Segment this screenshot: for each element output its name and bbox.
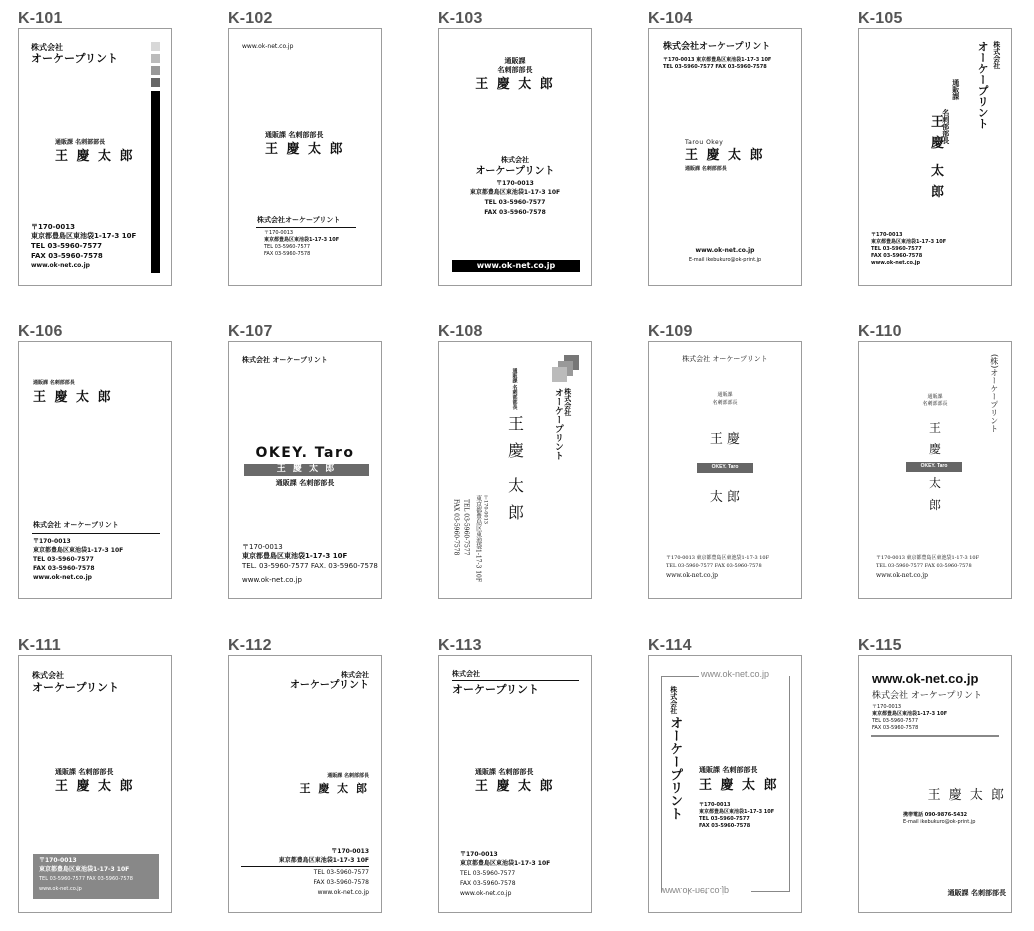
card-label: K-105 [858,10,903,27]
roman-name: OKEY. Taro [711,464,739,470]
job-title: 通販課 名刺部部長 [275,479,335,487]
company-name: オーケープリント [475,166,555,177]
fax: FAX 03-5960-7578 [484,209,546,216]
company-prefix: 株式会社 [992,41,1001,69]
fax: FAX 03-5960-7578 [313,879,369,886]
company-name: オーケープリント [552,388,563,460]
company-prefix: 株式会社 [563,388,572,416]
zip: 〒170-0013 [460,851,498,858]
job-title: 通販課 名刺部部長 [947,889,1006,897]
name-banner [244,464,369,476]
card-label: K-102 [228,10,273,27]
email: E-mail ikebukuro@ok-print.jp [903,819,976,825]
website: www.ok-net.co.jp [33,574,92,581]
name-char: 郎 [508,503,525,522]
address: 東京都豊島区東池袋1-17-3 10F [699,809,775,815]
tel-fax: TEL 03-5960-7577 FAX 03-5960-7578 [39,876,133,882]
job-title: 名刺部部長 [922,401,948,407]
card-k102[interactable] [228,28,382,286]
company-name: 株式会社 オーケープリント [872,691,983,701]
name-line2: 太 郎 [709,490,741,505]
address: 東京都豊島区東池袋1-17-3 10F [460,860,551,867]
company-prefix: 株式会社 [32,671,64,680]
tel: TEL 03-5960-7577 [462,499,470,556]
mobile: 携帯電話 090-9876-5432 [903,812,968,818]
company-name: オーケープリント [289,680,369,691]
website: www.ok-net.co.jp [31,262,90,269]
card-label: K-109 [648,323,693,340]
address: 東京都豊島区東池袋1-17-3 10F [872,711,948,717]
address: 〒170-0013 東京都豊島区東池袋1-17-3 10F [666,555,770,561]
company-name: 株式会社オーケープリント [663,42,771,52]
card-label: K-111 [18,637,61,654]
job-title: 通販課 名刺部部長 [265,131,324,139]
address: 東京都豊島区東池袋1-17-3 10F [39,866,130,873]
department: 通販課 [717,392,733,398]
zip: 〒170-0013 [872,704,902,710]
card-k111[interactable] [18,655,172,913]
divider [256,227,356,228]
fax: FAX 03-5960-7578 [872,725,919,731]
company-name: 株式会社 オーケープリント [682,355,768,363]
zip: 〒170-0013 [331,848,369,855]
department: 通販課 [927,394,943,400]
job-title: 通販課 名刺部部長 [33,380,75,386]
card-label: K-108 [438,323,483,340]
address: 〒170-0013 東京都豊島区東池袋1-17-3 10F [876,555,980,561]
tel: TEL 03-5960-7577 [33,556,94,563]
name-char: 太 [928,476,941,490]
name-char: 王 [508,414,525,433]
roman-name: OKEY. Taro [255,445,355,461]
fax: FAX 03-5960-7578 [460,880,516,887]
zip: 〒170-0013 [33,538,71,545]
website: www.ok-net.co.jp [695,247,755,254]
job-title: 名刺部部長 [497,66,533,74]
address: 東京都豊島区東池袋1-17-3 10F [278,857,369,864]
job-title: 通販課 名刺部部長 [511,368,518,410]
name-badge [697,463,753,473]
card-label: K-101 [18,10,63,27]
person-name: 王 慶 太 郎 [299,782,369,795]
person-name: 王 慶 太 郎 [475,77,555,92]
person-name: 王 慶 太 郎 [55,149,135,164]
job-title: 通販課 名刺部部長 [685,166,727,172]
department: 通販課 [951,79,960,100]
website-title: www.ok-net.co.jp [872,671,979,686]
address: 〒170-0013 東京都豊島区東池袋1-17-3 10F [663,57,772,63]
website: www.ok-net.co.jp [876,572,928,579]
divider [452,680,579,681]
address: 東京都豊島区東池袋1-17-3 10F [871,239,947,245]
tel-fax: TEL 03-5960-7577 FAX 03-5960-7578 [663,64,767,70]
zip: 〒170-0013 [39,857,77,864]
zip: 〒170-0013 [871,232,903,238]
card-label: K-104 [648,10,693,27]
job-title: 通販課 名刺部部長 [55,768,114,776]
zip: 〒170-0013 [496,180,534,187]
card-label: K-110 [858,323,902,340]
card-label: K-114 [648,637,692,654]
tel: TEL 03-5960-7577 [872,718,919,724]
card-k112[interactable] [228,655,382,913]
card-label: K-115 [858,637,902,654]
website: www.ok-net.co.jp [460,890,512,897]
person-name: 王 慶 太 郎 [475,779,555,794]
address: 東京都豊島区東池袋1-17-3 10F [242,552,348,560]
tel: TEL 03-5960-7577 [484,199,546,206]
website: www.ok-net.co.jp [317,889,369,896]
card-label: K-113 [438,637,482,654]
website-banner [452,260,580,272]
job-title: 通販課 名刺部部長 [327,773,369,779]
company-name: 株式会社オーケープリント [257,216,341,224]
name-char: 太 [508,476,525,495]
website: www.ok-net.co.jp [476,261,556,270]
fax: FAX 03-5960-7578 [264,251,311,257]
website: www.ok-net.co.jp [39,886,82,892]
card-k109[interactable] [648,341,802,599]
company-prefix: 株式会社 [669,686,678,714]
name-char: 王 [931,115,945,130]
website: www.ok-net.co.jp [242,576,302,584]
name-char: 慶 [931,136,945,151]
name-char: 慶 [508,441,525,460]
tel: TEL 03-5960-7577 [871,246,922,252]
card-k107[interactable] [228,341,382,599]
tel: TEL 03-5960-7577 [313,869,369,876]
card-k114[interactable] [648,655,802,913]
company-name: オーケープリント [452,683,540,696]
fax: FAX 03-5960-7578 [699,823,751,829]
job-title: 名刺部部長 [941,109,950,144]
fax: FAX 03-5960-7578 [452,499,460,556]
contact-box [33,854,159,899]
name-char: 郎 [931,185,945,200]
divider [871,735,999,737]
job-title: 名刺部部長 [712,400,738,406]
name-char: 太 [931,164,945,179]
company-name: オーケープリント [31,52,119,65]
address: 東京都豊島区東池袋1-17-3 10F [264,237,340,243]
website-mirrored: www.ok-net.co.jp [661,885,730,896]
tel-fax: TEL 03-5960-7577 FAX 03-5960-7578 [876,563,972,569]
zip: 〒170-0013 [699,802,731,808]
divider [32,533,160,534]
fax: FAX 03-5960-7578 [31,252,103,260]
zip: 〒170-0013 [264,230,294,236]
department: 通販課 [504,57,526,65]
person-name: 王 慶 太 郎 [55,779,135,794]
card-k105[interactable] [858,28,1012,286]
divider [241,866,369,867]
company-name: 株式会社 オーケープリント [242,356,328,364]
company-name: (株)オーケープリント [989,354,999,433]
person-name: 王 慶 太 郎 [276,464,337,474]
roman-name: OKEY. Taro [920,463,948,469]
company-name: オーケープリント [976,41,990,129]
website: www.ok-net.co.jp [242,43,294,50]
roman-name: Tarou Okey [685,139,724,146]
card-label: K-107 [228,323,273,340]
address: 東京都豊島区東池袋1-17-3 10F [33,547,124,554]
card-k115[interactable] [858,655,1012,913]
name-char: 慶 [928,442,941,456]
person-name: 王 慶 太 郎 [927,788,1006,803]
zip: 〒170-0013 [31,223,75,231]
card-label: K-103 [438,10,483,27]
job-title: 通販課 名刺部部長 [699,766,758,774]
company-prefix: 株式会社 [341,671,369,679]
zip: 〒170-0013 [482,495,489,524]
fax: FAX 03-5960-7578 [33,565,95,572]
tel-fax: TEL 03-5960-7577 FAX 03-5960-7578 [666,563,762,569]
tel: TEL 03-5960-7577 [264,244,311,250]
person-name: 王 慶 太 郎 [685,148,765,163]
card-k104[interactable] [648,28,802,286]
card-label: K-106 [18,323,63,340]
card-label: K-112 [228,637,272,654]
name-badge [906,462,962,472]
address: 東京都豊島区東池袋1-17-3 10F [31,232,137,240]
person-name: 王 慶 太 郎 [699,778,779,793]
tel: TEL 03-5960-7577 [460,870,516,877]
card-k106[interactable] [18,341,172,599]
website-top: www.ok-net.co.jp [701,669,770,679]
job-title: 通販課 名刺部部長 [55,139,106,146]
company-prefix: 株式会社 [31,43,63,52]
card-k101[interactable] [18,28,172,286]
name-char: 王 [928,421,941,435]
tel: TEL 03-5960-7577 [31,242,102,250]
address: 東京都豊島区東池袋1-17-3 10F [474,495,482,583]
person-name: 王 慶 太 郎 [265,142,345,157]
website: www.ok-net.co.jp [871,260,921,266]
tel: TEL 03-5960-7577 [699,816,750,822]
tel-fax: TEL. 03-5960-7577 FAX. 03-5960-7578 [242,562,378,570]
fax: FAX 03-5960-7578 [871,253,923,259]
name-char: 郎 [928,498,941,512]
name-line1: 王 慶 [709,432,741,447]
company-prefix: 株式会社 [452,670,480,678]
email: E-mail ikebukuro@ok-print.jp [688,257,762,263]
company-name: オーケープリント [32,681,120,694]
job-title: 通販課 名刺部部長 [475,768,534,776]
address: 東京都豊島区東池袋1-17-3 10F [469,189,561,196]
website: www.ok-net.co.jp [666,572,718,579]
card-k110[interactable] [858,341,1012,599]
company-prefix: 株式会社 [501,156,529,164]
card-k108[interactable] [438,341,592,599]
zip: 〒170-0013 [242,543,283,551]
company-name: オーケープリント [667,716,683,820]
person-name: 王 慶 太 郎 [33,390,113,405]
card-k113[interactable] [438,655,592,913]
card-k103[interactable] [438,28,592,286]
company-name: 株式会社 オーケープリント [33,521,119,529]
